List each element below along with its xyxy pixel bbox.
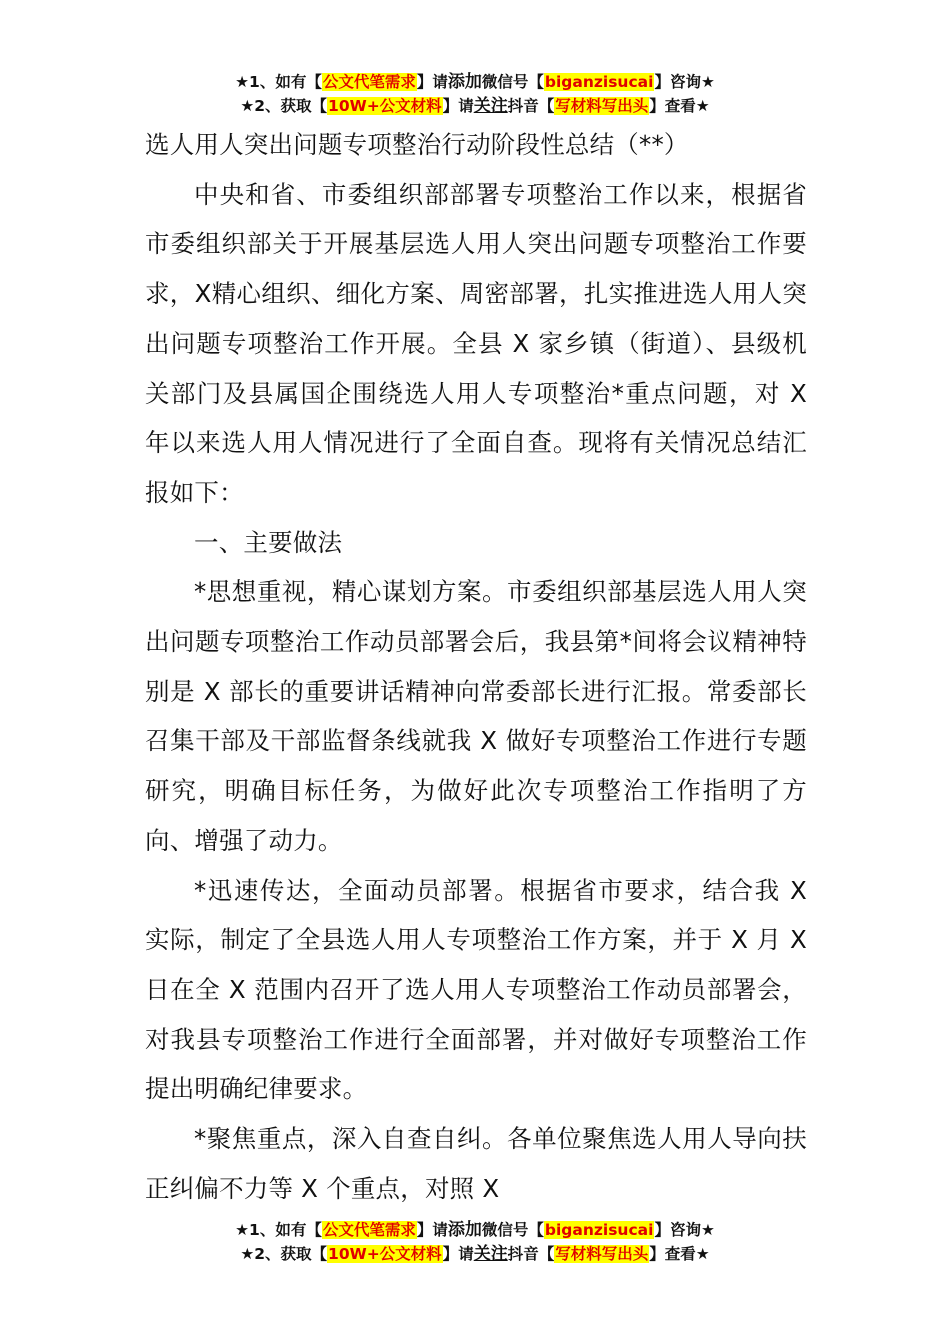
highlight-wechat-id: biganzisucai [544, 1221, 654, 1239]
highlight-service: 公文代笔需求 [322, 1221, 416, 1239]
intro-paragraph: 中央和省、市委组织部部署专项整治工作以来，根据省市委组织部关于开展基层选人用人突出问题专项整治工作要求，X精心组织、细化方案、周密部署，扎实推进选人用人突出问题专项整治工作开展。全县 X 家乡镇（街道）、县级机关部门及县属国企围绕选人用人专项整治*重点问题，对 X 年以来选人用人情况进行了全面自查。现将有关情况总结汇报如下： [145, 179, 807, 507]
document-title: 选人用人突出问题专项整治行动阶段性总结（**） [145, 130, 689, 159]
paragraph-3: *聚焦重点，深入自查自纠。各单位聚焦选人用人导向扶正纠偏不力等 X 个重点，对照 X [145, 1124, 807, 1203]
document-body [145, 120, 807, 1213]
paragraph-2: *迅速传达，全面动员部署。根据省市要求，结合我 X 实际，制定了全县选人用人专项整治工作方案，并于 X 月 X 日在全 X 范围内召开了选人用人专项整治工作动员部署会，对我县专项整治工作进行全面部署，并对做好专项整治工作提出明确纪律要求。 [145, 875, 807, 1104]
section-heading: 一、主要做法 [194, 527, 343, 557]
banner-line-1: ★1、如有【公文代笔需求】请添加微信号【biganzisucai】咨询★ [235, 72, 715, 92]
highlight-service: 公文代笔需求 [322, 73, 416, 91]
highlight-materials: 10W+公文材料 [328, 97, 442, 115]
highlight-materials: 10W+公文材料 [328, 1245, 442, 1263]
footer-banner [0, 1218, 950, 1266]
banner-line-2: ★2、获取【10W+公文材料】请关注抖音【写材料写出头】查看★ [240, 96, 710, 116]
paragraph-1: *思想重视，精心谋划方案。市委组织部基层选人用人突出问题专项整治工作动员部署会后，我县第*间将会议精神特别是 X 部长的重要讲话精神向常委部长进行汇报。常委部长召集干部及干部监督条线就我 X 做好专项整治工作进行专题研究，明确目标任务，为做好此次专项整治工作指明了方向、增强了动力。 [145, 577, 807, 855]
banner-line-1: ★1、如有【公文代笔需求】请添加微信号【biganzisucai】咨询★ [235, 1220, 715, 1240]
banner-line-2: ★2、获取【10W+公文材料】请关注抖音【写材料写出头】查看★ [240, 1244, 710, 1264]
highlight-douyin-id: 写材料写出头 [555, 1245, 649, 1263]
header-banner [0, 70, 950, 118]
highlight-wechat-id: biganzisucai [544, 73, 654, 91]
highlight-douyin-id: 写材料写出头 [555, 97, 649, 115]
